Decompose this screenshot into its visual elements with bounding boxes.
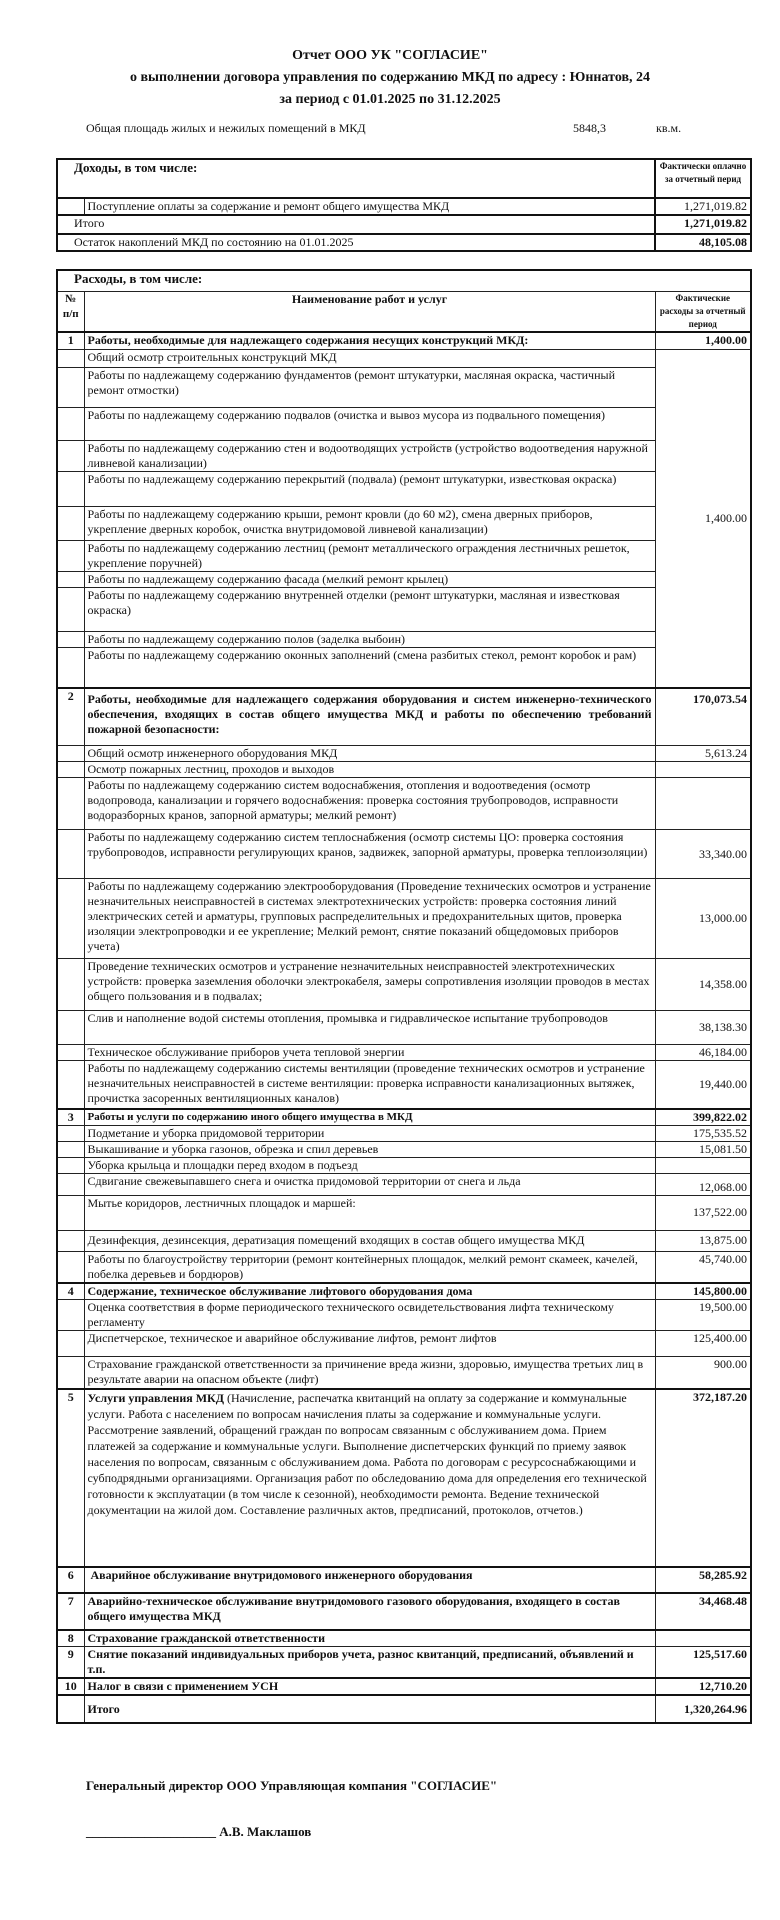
income-row [57,234,751,251]
section-num: 8 [57,1630,84,1647]
section-title: Содержание, техническое обслуживание лифтового оборудования дома [84,1283,655,1300]
item-value: 19,500.00 [655,1299,751,1330]
section-row [57,1567,751,1593]
section-num: 10 [57,1678,84,1695]
section-row [57,1593,751,1630]
section-value: 12,710.20 [655,1678,751,1695]
section-num: 7 [57,1593,84,1630]
item-value: 33,340.00 [655,830,751,879]
col-name-header: Наименование работ и услуг [84,291,655,332]
income-label: Итого [57,215,655,234]
section-value: 58,285.92 [655,1567,751,1593]
item-value: 19,440.00 [655,1061,751,1109]
col-value-header: Фактические расходы за отчетный период [655,291,751,332]
section-value: 34,468.48 [655,1593,751,1630]
section-row [57,1678,751,1695]
item-label: Слив и наполнение водой системы отопления, промывка и гидравлическое испытание трубопроводов [84,1011,655,1045]
income-row [57,198,751,215]
area-value: 5848,3 [573,121,606,135]
section-value: 125,517.60 [655,1647,751,1679]
item-value: 5,613.24 [655,746,751,762]
section-row [57,688,751,746]
report-period: за период с 01.01.2025 по 31.12.2025 [279,92,501,107]
item-value: 125,400.00 [655,1330,751,1356]
total-label: Итого [84,1695,655,1723]
section-value: 399,822.02 [655,1109,751,1126]
income-value: 1,271,019.82 [655,215,751,234]
item-value: 15,081.50 [655,1141,751,1157]
item-value [655,1157,751,1173]
item-value: 13,000.00 [655,879,751,959]
section-title: Работы и услуги по содержанию иного общего имущества в МКД [84,1109,655,1126]
item-label: Подметание и уборка придомовой территории [84,1125,655,1141]
expenses-title: Расходы, в том числе: [57,270,751,291]
item-value: 13,875.00 [655,1230,751,1251]
signature-position: Генеральный директор ООО Управляющая компания "СОГЛАСИЕ" [86,1778,498,1793]
section-title: Снятие показаний индивидуальных приборов учета, разнос квитанций, предписаний, объявлений и т.п. [84,1647,655,1679]
area-label: Общая площадь жилых и нежилых помещений в МКД [86,121,366,135]
item-value: 137,522.00 [655,1195,751,1230]
item-value: 45,740.00 [655,1251,751,1283]
section-value: 1,400.00 [655,332,751,350]
item-label: Проведение технических осмотров и устранение незначительных неисправностей электротехнических устройств: проверка заземления оболочки электрокабеля, замеры сопротивления изоляции проводов в местах общего пользования и в подвалах; [84,959,655,1011]
item-label: Страхование гражданской ответственности за причинение вреда жизни, здоровью, имущества третьих лиц в результате аварии на опасном объекте (лифт) [84,1356,655,1389]
section-row [57,1647,751,1679]
item-group-value: 1,400.00 [655,350,751,688]
income-table [56,158,752,252]
item-label: Работы по надлежащему содержанию систем водоснабжения, отопления и водоотведения (осмотр водопровода, канализации и горячего водоснабжения: проверка состояния трубопроводов, исправности водоразборных кранов, запорной арматуры; мелкий ремонт) [84,778,655,830]
item-label: Работы по надлежащему содержанию оконных заполнений (смена разбитых стекол, ремонт коробок и рам) [84,648,655,688]
section-num: 6 [57,1567,84,1593]
item-label: Общий осмотр инженерного оборудования МКД [84,746,655,762]
item-label: Оценка соответствия в форме периодического технического освидетельствования лифта техническому регламенту [84,1299,655,1330]
total-value: 1,320,264.96 [655,1695,751,1723]
item-value: 46,184.00 [655,1045,751,1061]
area-unit: кв.м. [656,121,682,135]
signatory-name: А.В. Маклашов [219,1824,312,1839]
item-label: Уборка крыльца и площадки перед входом в подъезд [84,1157,655,1173]
section-row [57,1630,751,1647]
item-label: Работы по надлежащему содержанию крыши, ремонт кровли (до 60 м2), смена дверных приборов, укрепление дверных коробок, очистка внутридомовой ливневой канализации) [84,507,655,541]
income-value: 1,271,019.82 [655,198,751,215]
income-label: Остаток накоплений МКД по состоянию на 01.01.2025 [57,234,655,251]
item-label: Работы по надлежащему содержанию системы вентиляции (проведение технических осмотров и устранение незначительных неисправностей в системе вентиляции: проверка исправности канализационных вытяжек, прочистка засоренных вентиляционных каналов) [84,1061,655,1109]
item-label: Осмотр пожарных лестниц, проходов и выходов [84,762,655,778]
item-value: 38,138.30 [655,1011,751,1045]
section-num: 9 [57,1647,84,1679]
section-title: Аварийное обслуживание внутридомового инженерного оборудования [84,1567,655,1593]
item-label: Дезинфекция, дезинсекция, дератизация помещений входящих в состав общего имущества МКД [84,1230,655,1251]
section-title: Работы, необходимые для надлежащего содержания оборудования и систем инженерно-технического обеспечения, входящих в состав общего имущества МКД и работы по обеспечению требований пожарной безопасности: [84,688,655,746]
section-title: Аварийно-техническое обслуживание внутридомового газового оборудования, входящего в состав общего имущества МКД [84,1593,655,1630]
income-row [57,215,751,234]
section-description: (Начисление, распечатка квитанций на оплату за содержание и коммунальные услуги. Работа с населением по вопросам начисления платы за содержание и коммунальные услуги. Рассмотрение заявлений, обращений граждан по вопросам связанным с обслуживанием дома. Прием платежей за содержание и коммунальные услуги. Выполнение диспетчерских функций по приему заявок населения по вопросам, связанным с обслуживанием дома. Работа по договорам с ресурсоснабжающими и субподрядными организациями. Организация работ по обследованию дома для определения его технической готовности к эксплуатации (в том числе к сезонной), необходимости ремонта. Ведение технической документации на жилой дом. Составление различных актов, предписаний, протоколов, отчетов.) [87,1391,647,1517]
item-value: 175,535.52 [655,1125,751,1141]
item-label: Диспетчерское, техническое и аварийное обслуживание лифтов, ремонт лифтов [84,1330,655,1356]
section-num: 1 [57,332,84,350]
section-title: Услуги управления МКД [87,1391,225,1405]
total-row [57,1695,751,1723]
income-col-header: Фактически оплачно за отчетный перид [655,159,751,198]
section-row [57,1283,751,1300]
item-value: 900.00 [655,1356,751,1389]
section-value: 170,073.54 [655,688,751,746]
section-num: 2 [57,688,84,746]
item-label: Работы по надлежащему содержанию систем теплоснабжения (осмотр системы ЦО: проверка состояния трубопроводов, исправности регулирующих кранов, задвижек, запорной арматуры, проверка теплоизоляции) [84,830,655,879]
item-label: Сдвигание свежевыпавшего снега и очистка придомовой территории от снега и льда [84,1173,655,1195]
item-label: Работы по надлежащему содержанию электрооборудования (Проведение технических осмотров и устранение незначительных неисправностей в системах электротехнических устройств: проверка состояния линий электрических сетей и арматуры, групповых распределительных и предохранительных щитов, проверка изоляции электропроводки и ее укрепление; Мелкий ремонт, снятие показаний общедомовых приборов учета) [84,879,655,959]
income-label: Поступление оплаты за содержание и ремонт общего имущества МКД [84,198,655,215]
report-subtitle: о выполнении договора управления по содержанию МКД по адресу : Юннатов, 24 [129,70,651,85]
section-title: Налог в связи с применением УСН [84,1678,655,1695]
section-title: Страхование гражданской ответственности [84,1630,655,1647]
expenses-table [56,269,752,1724]
item-label: Выкашивание и уборка газонов, обрезка и спил деревьев [84,1141,655,1157]
section-row [57,1389,751,1567]
item-label: Работы по надлежащему содержанию внутренней отделки (ремонт штукатурки, масляная и известковая окраска) [84,588,655,632]
section-row [57,332,751,350]
income-value: 48,105.08 [655,234,751,251]
col-num-header: № п/п [57,291,84,332]
item-label: Работы по благоустройству территории (ремонт контейнерных площадок, мелкий ремонт скамеек, качелей, побелка деревьев и бордюров) [84,1251,655,1283]
section-row [57,1109,751,1126]
item-label: Работы по надлежащему содержанию лестниц (ремонт металлического ограждения лестничных решеток, укрепление поручней) [84,541,655,572]
item-label: Работы по надлежащему содержанию фасада (мелкий ремонт крылец) [84,572,655,588]
item-label: Работы по надлежащему содержанию перекрытий (подвала) (ремонт штукатурки, известковая окраска) [84,472,655,507]
section-value: 372,187.20 [655,1389,751,1567]
area-line [86,121,706,136]
income-title: Доходы, в том числе: [57,159,655,198]
item-value: 12,068.00 [655,1173,751,1195]
item-label: Работы по надлежащему содержанию полов (заделка выбоин) [84,632,655,648]
signature-block [86,1824,311,1840]
item-label: Техническое обслуживание приборов учета тепловой энергии [84,1045,655,1061]
section-num: 3 [57,1109,84,1126]
section-value [655,1630,751,1647]
item-value: 14,358.00 [655,959,751,1011]
item-label: Мытье коридоров, лестничных площадок и маршей: [84,1195,655,1230]
section-title: Работы, необходимые для надлежащего содержания несущих конструкций МКД: [84,332,655,350]
report-title: Отчет ООО УК "СОГЛАСИЕ" [292,48,488,63]
item-label: Общий осмотр строительных конструкций МКД [84,350,655,368]
signature-line: ____________________ [86,1824,216,1839]
item-value [655,778,751,830]
section-num: 5 [57,1389,84,1567]
section-value: 145,800.00 [655,1283,751,1300]
item-value [655,762,751,778]
item-label: Работы по надлежащему содержанию подвалов (очистка и вывоз мусора из подвального помещения) [84,408,655,441]
section-num: 4 [57,1283,84,1300]
item-label: Работы по надлежащему содержанию фундаментов (ремонт штукатурки, масляная окраска, частичный ремонт отмостки) [84,368,655,408]
item-label: Работы по надлежащему содержанию стен и водоотводящих устройств (устройство водоотведения наружной ливневой канализации) [84,441,655,472]
